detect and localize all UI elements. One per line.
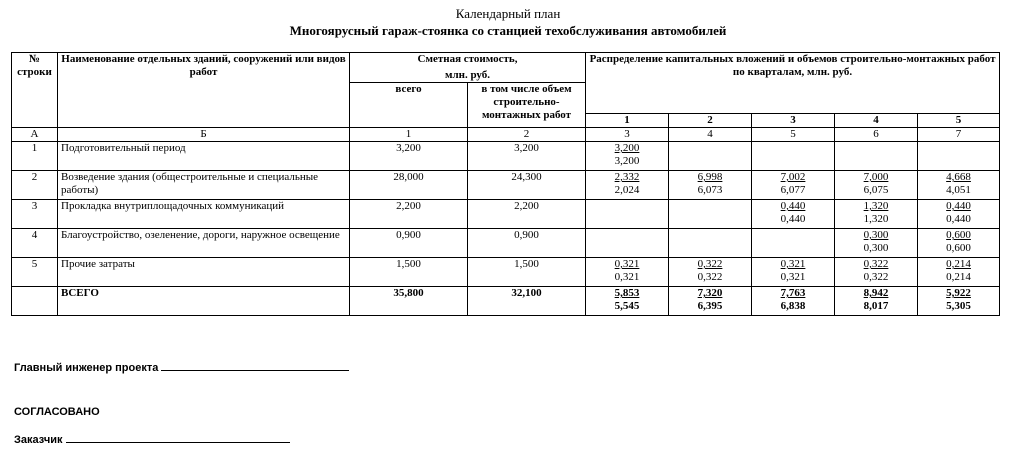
quarter-investment: 1,320	[863, 200, 889, 212]
quarter-investment: 4,668	[946, 171, 971, 183]
quarter-investment: 7,320	[697, 287, 723, 299]
quarter-smr: 6,395	[697, 300, 723, 312]
header-total: всего	[350, 83, 468, 128]
quarter-smr: 3,200	[614, 155, 640, 167]
table-row	[12, 258, 1000, 287]
quarter-smr: 4,051	[946, 184, 971, 196]
quarter-cell	[586, 171, 669, 200]
quarter-cell	[752, 200, 835, 229]
row-number: 1	[12, 142, 58, 171]
quarter-cell	[835, 142, 918, 171]
quarter-investment: 2,332	[614, 171, 640, 183]
header-quarter: 3	[752, 114, 835, 128]
quarter-cell	[752, 142, 835, 171]
quarter-investment: 6,998	[697, 171, 723, 183]
agreed-label: СОГЛАСОВАНО	[14, 406, 100, 418]
quarter-investment: 3,200	[614, 142, 640, 154]
quarter-investment: 0,214	[946, 258, 971, 270]
row-number: 2	[12, 171, 58, 200]
quarter-cell	[835, 287, 918, 316]
row-number	[12, 287, 58, 316]
quarter-smr: 6,838	[780, 300, 806, 312]
row-number: 5	[12, 258, 58, 287]
quarter-investment: 5,853	[614, 287, 640, 299]
quarter-investment: 0,600	[946, 229, 971, 241]
calendar-plan-table	[11, 52, 1000, 316]
quarter-investment: 5,922	[946, 287, 971, 299]
row-smr: 24,300	[468, 171, 586, 200]
quarter-cell	[669, 171, 752, 200]
quarter-smr: 6,075	[863, 184, 889, 196]
header-smr: в том числе объем строительно-монтажных работ	[468, 83, 586, 128]
quarter-cell	[669, 258, 752, 287]
row-total: 3,200	[350, 142, 468, 171]
quarter-investment: 0,321	[780, 258, 806, 270]
quarter-cell	[752, 287, 835, 316]
quarter-cell	[752, 258, 835, 287]
quarter-cell	[835, 200, 918, 229]
table-row	[12, 287, 1000, 316]
quarter-smr: 0,600	[946, 242, 971, 254]
index-cell: А	[12, 128, 58, 142]
quarter-investment: 0,440	[946, 200, 971, 212]
index-cell: 7	[918, 128, 1000, 142]
quarter-cell	[918, 258, 1000, 287]
quarter-cell	[835, 229, 918, 258]
header-quarter: 2	[669, 114, 752, 128]
quarter-smr: 0,322	[697, 271, 723, 283]
quarter-cell	[918, 229, 1000, 258]
quarter-cell	[586, 229, 669, 258]
header-estimate: Сметная стоимость,	[350, 53, 586, 69]
quarter-cell	[669, 229, 752, 258]
row-name: ВСЕГО	[58, 287, 350, 316]
quarter-investment: 0,322	[697, 258, 723, 270]
row-name: Прокладка внутриплощадочных коммуникаций	[58, 200, 350, 229]
quarter-smr: 0,321	[780, 271, 806, 283]
quarter-investment: 7,002	[780, 171, 806, 183]
row-name: Подготовительный период	[58, 142, 350, 171]
header-quarter: 5	[918, 114, 1000, 128]
header-row-no: № строки	[12, 53, 58, 128]
quarter-cell	[586, 142, 669, 171]
quarter-cell	[669, 142, 752, 171]
row-total: 35,800	[350, 287, 468, 316]
row-number: 3	[12, 200, 58, 229]
quarter-investment: 7,763	[780, 287, 806, 299]
row-name: Прочие затраты	[58, 258, 350, 287]
quarter-smr: 6,073	[697, 184, 723, 196]
table-row	[12, 142, 1000, 171]
header-quarter: 1	[586, 114, 669, 128]
header-estimate-unit: млн. руб.	[350, 69, 586, 83]
signature-line	[161, 370, 349, 371]
customer-signature	[14, 434, 290, 446]
quarter-investment: 0,300	[863, 229, 889, 241]
quarter-cell	[669, 287, 752, 316]
quarter-smr: 0,321	[614, 271, 640, 283]
row-smr: 2,200	[468, 200, 586, 229]
quarter-cell	[835, 171, 918, 200]
index-cell: Б	[58, 128, 350, 142]
index-cell: 3	[586, 128, 669, 142]
quarter-cell	[918, 287, 1000, 316]
document-title: Календарный план	[455, 6, 561, 21]
row-total: 2,200	[350, 200, 468, 229]
quarter-investment: 8,942	[863, 287, 889, 299]
quarter-smr: 8,017	[863, 300, 889, 312]
index-cell: 4	[669, 128, 752, 142]
signature-line	[66, 442, 290, 443]
quarter-cell	[586, 287, 669, 316]
customer-label: Заказчик	[14, 434, 63, 446]
quarter-cell	[752, 229, 835, 258]
quarter-smr: 5,545	[614, 300, 640, 312]
quarter-cell	[752, 171, 835, 200]
quarter-smr: 2,024	[614, 184, 640, 196]
table-row	[12, 229, 1000, 258]
index-cell: 2	[468, 128, 586, 142]
quarter-smr: 0,322	[863, 271, 889, 283]
document-subtitle: Многоярусный гараж-стоянка со станцией техобслуживания автомобилей	[289, 23, 727, 38]
quarter-investment: 0,440	[780, 200, 806, 212]
row-total: 28,000	[350, 171, 468, 200]
quarter-smr: 6,077	[780, 184, 806, 196]
quarter-cell	[669, 200, 752, 229]
quarter-smr: 0,214	[946, 271, 971, 283]
row-smr: 1,500	[468, 258, 586, 287]
quarter-cell	[918, 200, 1000, 229]
quarter-smr: 5,305	[946, 300, 971, 312]
row-total: 1,500	[350, 258, 468, 287]
header-distribution: Распределение капитальных вложений и объемов строительно-монтажных работ по кварталам, млн. руб.	[586, 53, 1000, 114]
quarter-cell	[586, 200, 669, 229]
row-name: Возведение здания (общестроительные и специальные работы)	[58, 171, 350, 200]
quarter-cell	[918, 171, 1000, 200]
table-row	[12, 171, 1000, 200]
chief-engineer-label: Главный инженер проекта	[14, 362, 159, 374]
quarter-investment: 7,000	[863, 171, 889, 183]
quarter-smr: 0,440	[946, 213, 971, 225]
row-number: 4	[12, 229, 58, 258]
quarter-smr: 1,320	[863, 213, 889, 225]
row-smr: 3,200	[468, 142, 586, 171]
quarter-investment: 0,322	[863, 258, 889, 270]
header-quarter: 4	[835, 114, 918, 128]
index-cell: 6	[835, 128, 918, 142]
quarter-cell	[586, 258, 669, 287]
quarter-cell	[835, 258, 918, 287]
row-name: Благоустройство, озеленение, дороги, наружное освещение	[58, 229, 350, 258]
table-row	[12, 200, 1000, 229]
row-smr: 0,900	[468, 229, 586, 258]
header-name: Наименование отдельных зданий, сооружений или видов работ	[58, 53, 350, 128]
quarter-smr: 0,440	[780, 213, 806, 225]
quarter-smr: 0,300	[863, 242, 889, 254]
index-cell: 1	[350, 128, 468, 142]
index-cell: 5	[752, 128, 835, 142]
row-smr: 32,100	[468, 287, 586, 316]
quarter-investment: 0,321	[614, 258, 640, 270]
quarter-cell	[918, 142, 1000, 171]
row-total: 0,900	[350, 229, 468, 258]
chief-engineer-signature	[14, 362, 349, 374]
